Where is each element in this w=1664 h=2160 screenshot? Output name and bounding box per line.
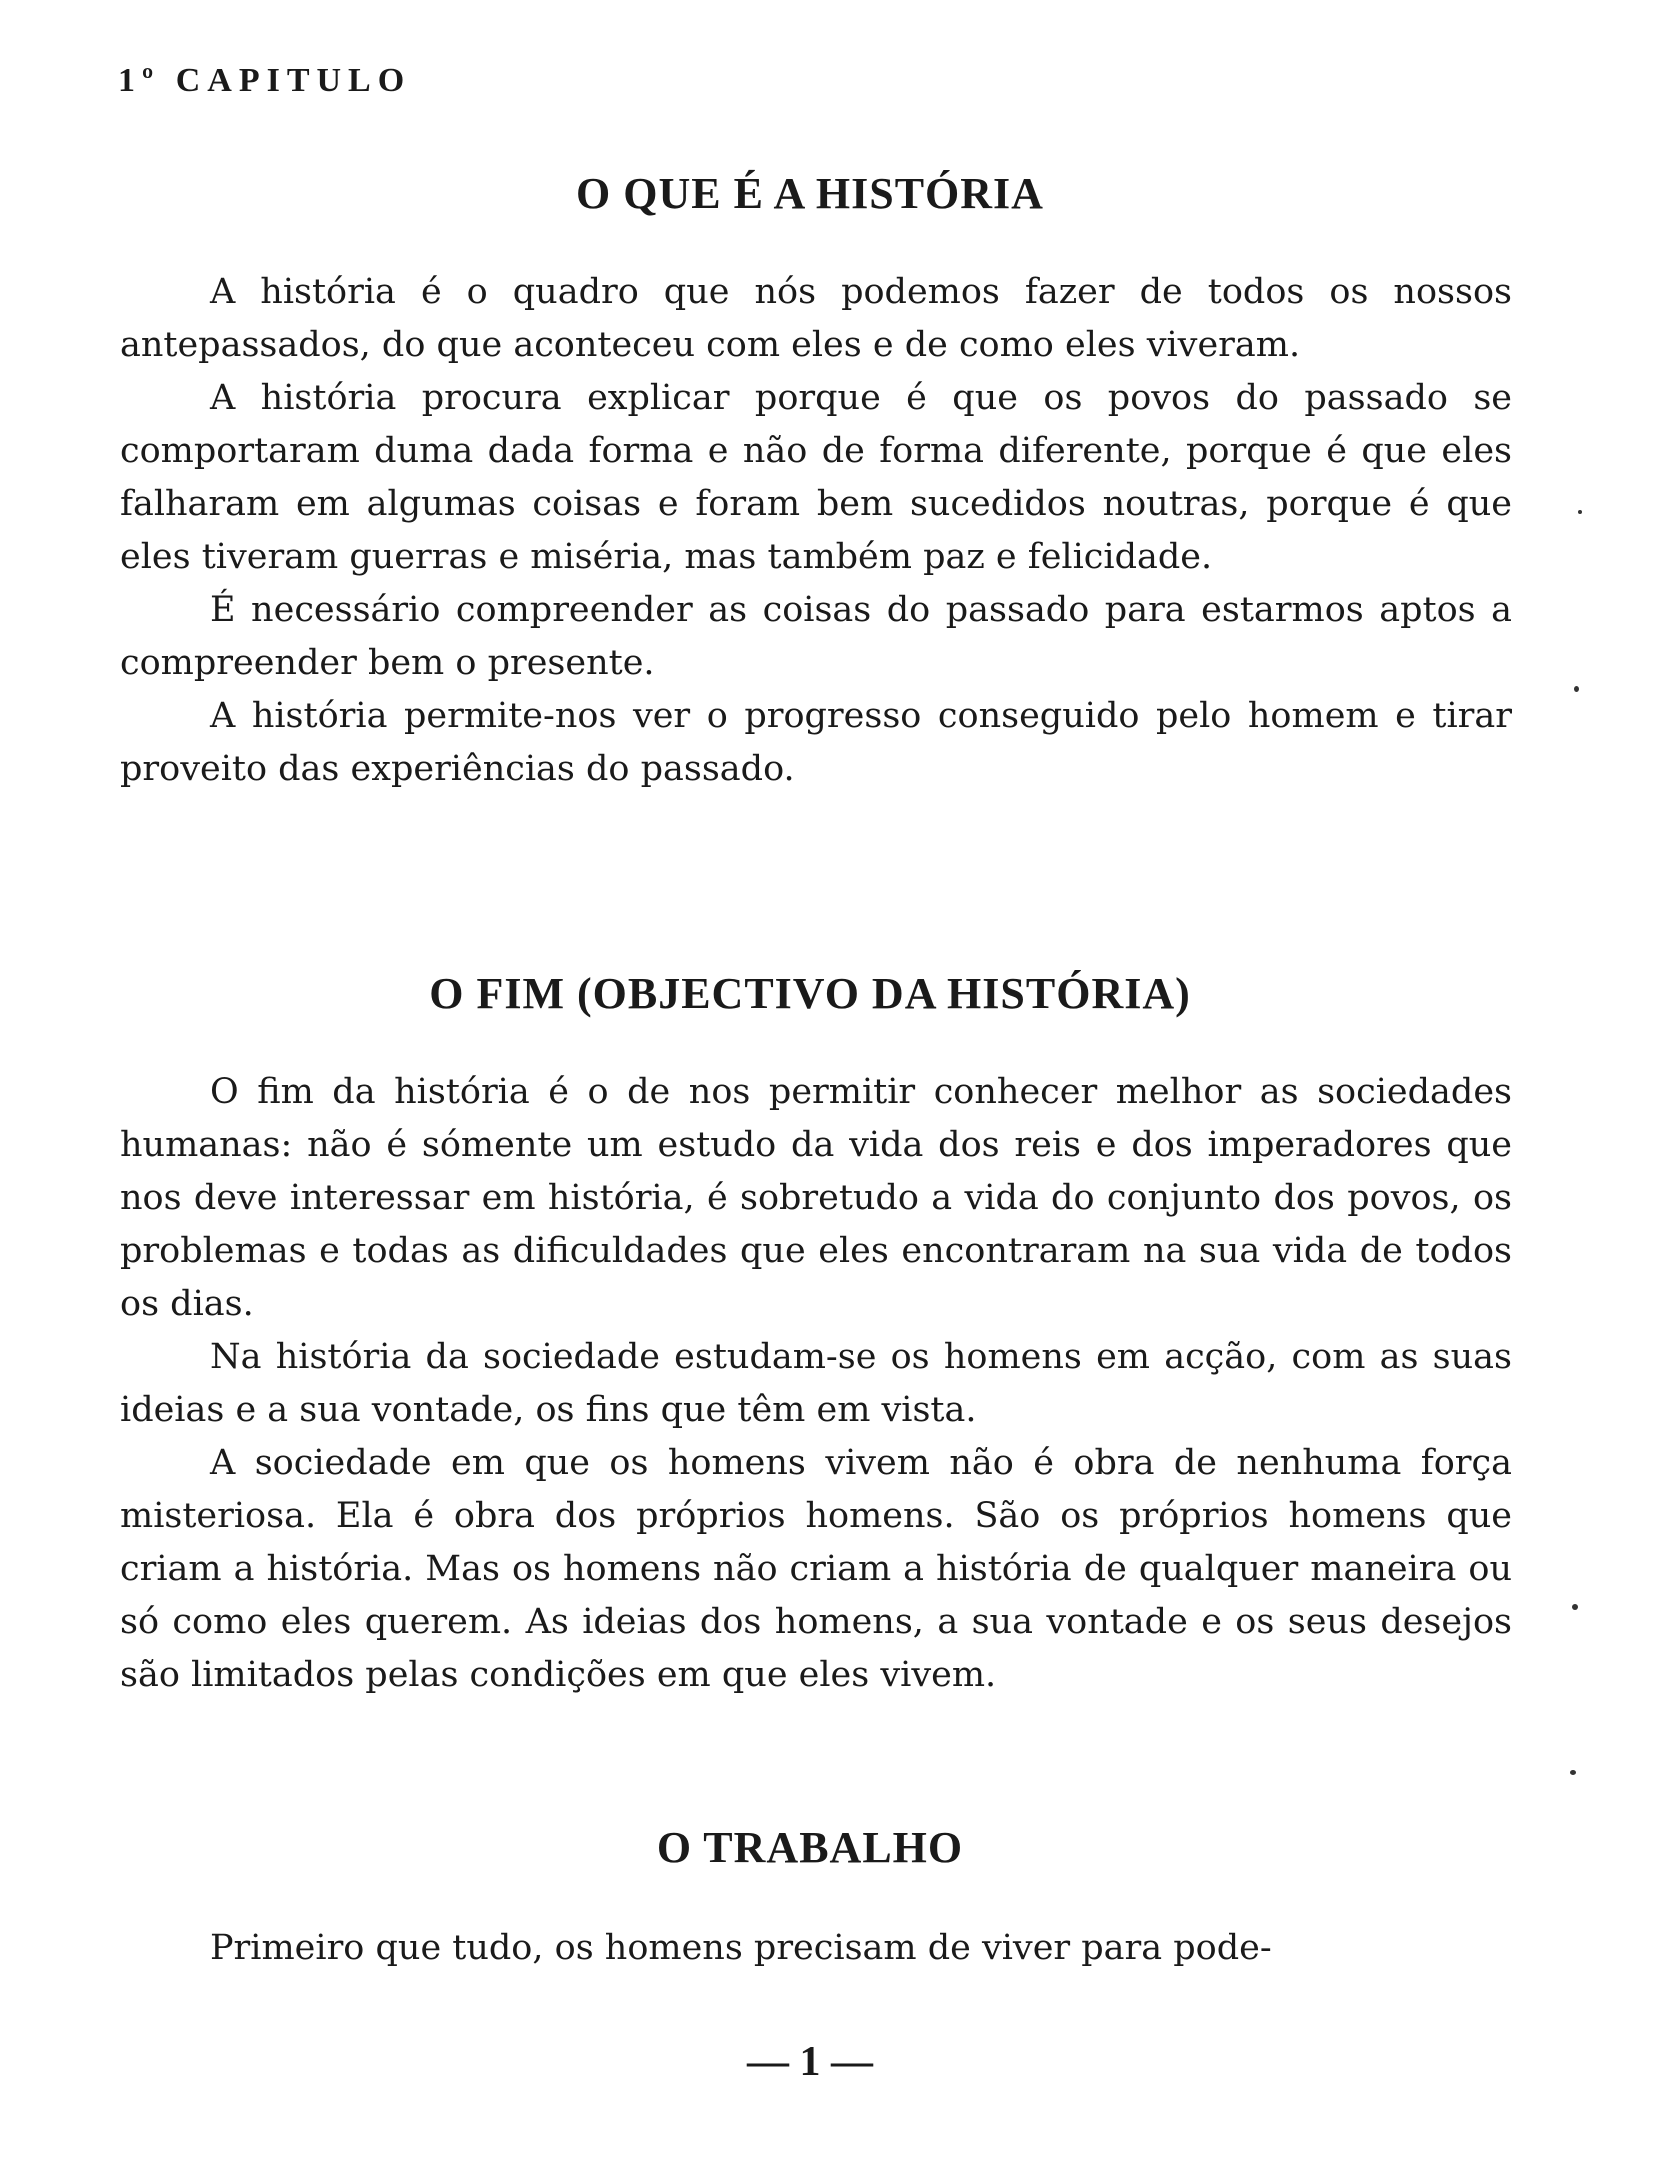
paragraph: A sociedade em que os homens vivem não é obra de nenhuma força misteriosa. Ela é obra dos próprios homens. São os próprios homens que criam a história. Mas os homens não criam a história de qualquer maneira ou só como eles querem. As ideias dos homens, a sua vontade e os seus desejos são limitados pelas condições em que eles vivem.	[120, 1443, 1512, 1695]
scan-speck	[1572, 1604, 1578, 1610]
paragraph: O fim da história é o de nos permitir conhecer melhor as sociedades humanas: não é sómente um estudo da vida dos reis e dos imperadores que nos deve interessar em história, é sobretudo a vida do conjunto dos povos, os problemas e todas as dificuldades que eles encontraram na sua vida de todos os dias.	[120, 1072, 1512, 1324]
paragraph: A história procura explicar porque é que os povos do passado se comportaram duma dada forma e não de forma diferente, porque é que eles falharam em algumas coisas e foram bem sucedidos noutras, porque é que eles tiveram guerras e miséria, mas também paz e felicidade.	[120, 378, 1512, 577]
section-body-what-is-history	[120, 266, 1512, 796]
section-body-work	[120, 1922, 1512, 1975]
scan-speck	[1570, 1770, 1576, 1775]
paragraph: A história é o quadro que nós podemos fazer de todos os nossos antepassados, do que aconteceu com eles e de como eles viveram.	[120, 272, 1512, 365]
section-heading-purpose-of-history: O FIM (OBJECTIVO DA HISTÓRIA)	[429, 969, 1191, 1018]
section-heading-what-is-history: O QUE É A HISTÓRIA	[576, 169, 1044, 218]
page-number: — 1 —	[747, 2039, 873, 2085]
chapter-label: 1º CAPITULO	[118, 62, 412, 99]
section-heading-work: O TRABALHO	[656, 1823, 964, 1872]
paragraph: Primeiro que tudo, os homens precisam de viver para pode-	[210, 1928, 1272, 1968]
paragraph: É necessário compreender as coisas do passado para estarmos aptos a compreender bem o presente.	[120, 590, 1512, 683]
scan-speck	[1574, 686, 1579, 692]
paragraph: Na história da sociedade estudam-se os homens em acção, com as suas ideias e a sua vontade, os fins que têm em vista.	[120, 1337, 1512, 1430]
scan-speck	[1578, 510, 1582, 514]
paragraph: A história permite-nos ver o progresso conseguido pelo homem e tirar proveito das experiências do passado.	[120, 696, 1512, 789]
section-body-purpose-of-history	[120, 1066, 1512, 1702]
